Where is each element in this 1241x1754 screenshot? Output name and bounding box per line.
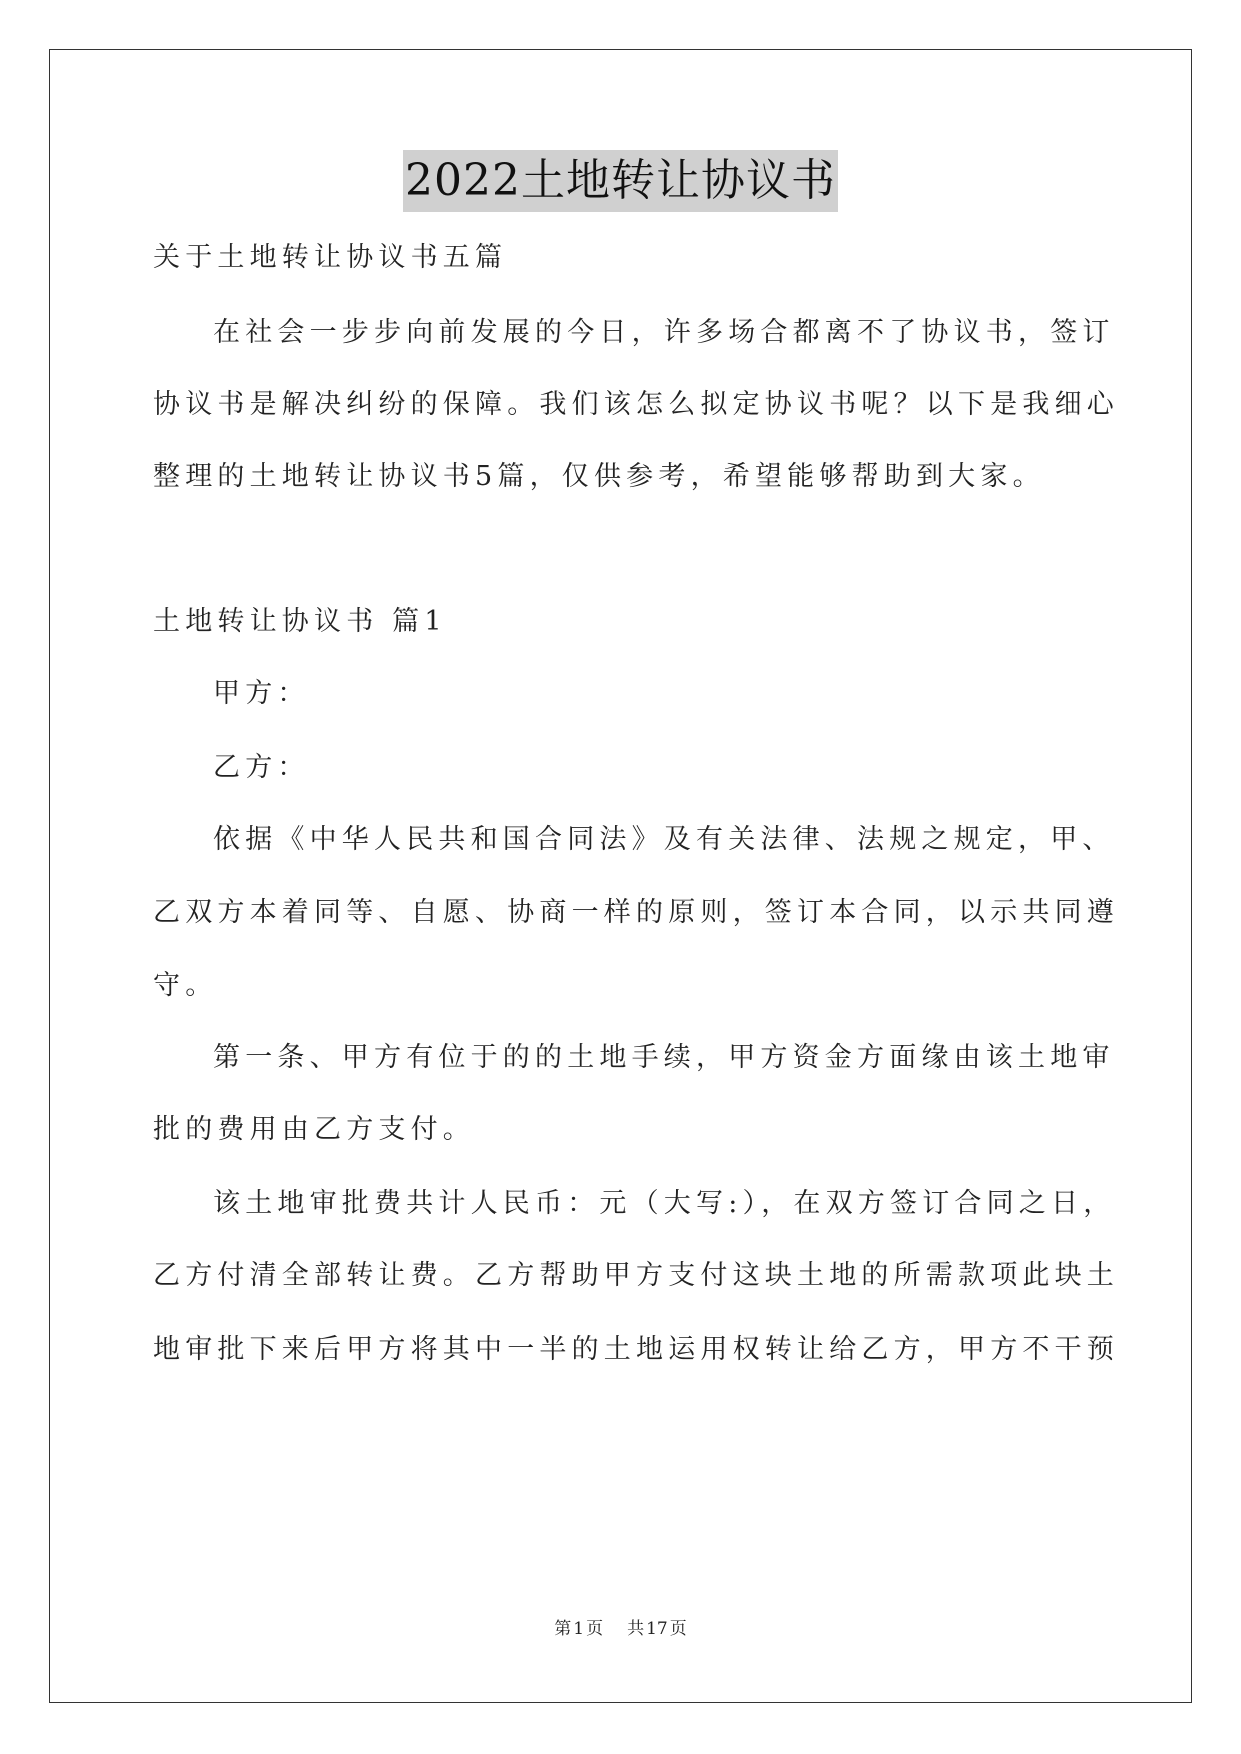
paragraph-line: 乙方付清全部转让费。乙方帮助甲方支付这块土地的所需款项此块土 xyxy=(153,1260,1119,1291)
paragraph-line: 整理的土地转让协议书5篇，仅供参考，希望能够帮助到大家。 xyxy=(153,461,1045,492)
party-a-label: 甲方： xyxy=(213,678,310,709)
page-label-suffix: 页 xyxy=(586,1619,604,1639)
total-label-suffix: 页 xyxy=(669,1619,687,1639)
section-heading: 土地转让协议书 篇1 xyxy=(153,606,447,637)
paragraph-line: 该土地审批费共计人民币：元（大写:），在双方签订合同之日， xyxy=(213,1188,1116,1219)
paragraph-line: 在社会一步步向前发展的今日，许多场合都离不了协议书，签订 xyxy=(213,317,1115,348)
paragraph-line: 地审批下来后甲方将其中一半的土地运用权转让给乙方，甲方不干预 xyxy=(153,1334,1119,1365)
paragraph-line: 协议书是解决纠纷的保障。我们该怎么拟定协议书呢？以下是我细心 xyxy=(153,389,1119,420)
paragraph-line: 依据《中华人民共和国合同法》及有关法律、法规之规定，甲、 xyxy=(213,824,1115,855)
page-label-prefix: 第 xyxy=(554,1619,572,1639)
paragraph-line: 批的费用由乙方支付。 xyxy=(153,1114,475,1145)
total-label-prefix: 共 xyxy=(627,1619,645,1639)
title-container xyxy=(0,150,1241,212)
subtitle-line: 关于土地转让协议书五篇 xyxy=(153,242,508,273)
page-border xyxy=(49,49,1192,1703)
party-b-label: 乙方： xyxy=(213,752,310,783)
total-pages-number: 17 xyxy=(646,1619,668,1639)
page-footer xyxy=(0,1614,1241,1639)
paragraph-line: 守。 xyxy=(153,970,218,1001)
paragraph-line: 乙双方本着同等、自愿、协商一样的原则，签订本合同，以示共同遵 xyxy=(153,897,1119,928)
document-title: 2022土地转让协议书 xyxy=(403,150,838,212)
paragraph-line: 第一条、甲方有位于的的土地手续，甲方资金方面缘由该土地审 xyxy=(213,1042,1115,1073)
current-page-number: 1 xyxy=(573,1619,585,1639)
